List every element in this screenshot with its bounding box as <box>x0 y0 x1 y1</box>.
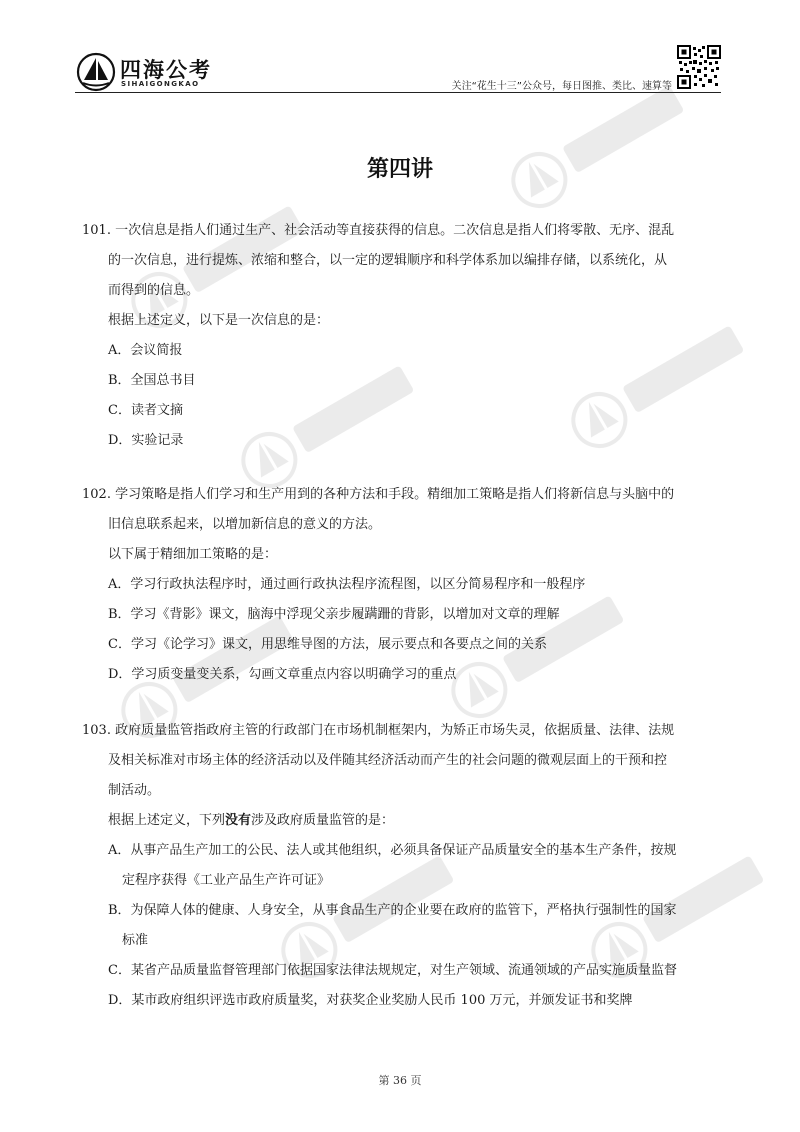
question-stem-line: 的一次信息，进行提炼、浓缩和整合，以一定的逻辑顺序和科学体系加以编排存储，以系统化，从 <box>108 253 668 268</box>
question-101 <box>82 216 727 456</box>
brand-subtitle: SIHAIGONGKAO <box>121 80 200 88</box>
page-number: 第 36 页 <box>378 1074 422 1087</box>
stem-text: 学习策略是指人们学习和生产用到的各种方法和手段。精细加工策略是指人们将新信息与头脑中的 <box>115 487 675 502</box>
sailboat-logo-icon <box>76 52 116 92</box>
question-stem-line: 制活动。 <box>108 783 161 798</box>
option-d[interactable]: D．实验记录 <box>108 433 184 448</box>
option-a[interactable]: A．学习行政执法程序时，通过画行政执法程序流程图，以区分简易程序和一般程序 <box>108 577 586 592</box>
question-number: 102. <box>82 487 111 502</box>
brand-name: 四海公考 <box>120 58 212 82</box>
qr-code-icon <box>677 45 721 89</box>
question-number: 101. <box>82 223 111 238</box>
question-prompt: 以下属于精细加工策略的是： <box>108 547 278 562</box>
prompt-text: 涉及政府质量监管的是： <box>251 813 395 828</box>
option-a[interactable]: A．从事产品生产加工的公民、法人或其他组织，必须具备保证产品质量安全的基本生产条件，按规 <box>108 843 677 858</box>
question-stem-line: 而得到的信息。 <box>108 283 200 298</box>
question-stem-line <box>82 216 727 246</box>
option-d[interactable]: D．某市政府组织评选市政府质量奖，对获奖企业奖励人民币 100 万元，并颁发证书和奖牌 <box>108 993 633 1008</box>
question-102 <box>82 480 727 690</box>
question-stem-line <box>82 480 727 510</box>
prompt-text: 根据上述定义，下列 <box>108 813 226 828</box>
question-prompt: 根据上述定义，以下是一次信息的是： <box>108 313 330 328</box>
option-b[interactable]: B．为保障人体的健康、人身安全，从事食品生产的企业要在政府的监管下，严格执行强制性的国家 <box>108 903 677 918</box>
option-b[interactable]: B．学习《背影》课文，脑海中浮现父亲步履蹒跚的背影，以增加对文章的理解 <box>108 607 560 622</box>
stem-text: 政府质量监管指政府主管的行政部门在市场机制框架内，为矫正市场失灵，依据质量、法律、法规 <box>115 723 675 738</box>
prompt-emphasis: 没有 <box>225 813 252 828</box>
option-a[interactable]: A．会议简报 <box>108 343 183 358</box>
question-stem-line: 及相关标准对市场主体的经济活动以及伴随其经济活动而产生的社会问题的微观层面上的干预和控 <box>108 753 668 768</box>
option-c[interactable]: C．学习《论学习》课文，用思维导图的方法，展示要点和各要点之间的关系 <box>108 637 547 652</box>
option-c[interactable]: C．某省产品质量监督管理部门依据国家法律法规规定，对生产领域、流通领域的产品实施质量监督 <box>108 963 677 978</box>
header-note: 关注“花生十三”公众号，每日图推、类比、速算等 <box>451 81 672 92</box>
question-prompt <box>82 806 727 836</box>
option-b[interactable]: B．全国总书目 <box>108 373 196 388</box>
question-stem-line <box>82 716 727 746</box>
option-d[interactable]: D．学习质变量变关系，勾画文章重点内容以明确学习的重点 <box>108 667 457 682</box>
header-divider <box>75 92 721 93</box>
question-number: 103. <box>82 723 111 738</box>
question-103 <box>82 716 727 1016</box>
page-header <box>0 0 800 100</box>
option-c[interactable]: C．读者文摘 <box>108 403 183 418</box>
question-stem-line: 旧信息联系起来，以增加新信息的意义的方法。 <box>108 517 382 532</box>
stem-text: 一次信息是指人们通过生产、社会活动等直接获得的信息。二次信息是指人们将零散、无序、混乱 <box>115 223 675 238</box>
option-a-continued[interactable]: 定程序获得《工业产品生产许可证》 <box>122 873 331 888</box>
option-b-continued[interactable]: 标准 <box>122 933 149 948</box>
page-title: 第四讲 <box>366 157 433 182</box>
